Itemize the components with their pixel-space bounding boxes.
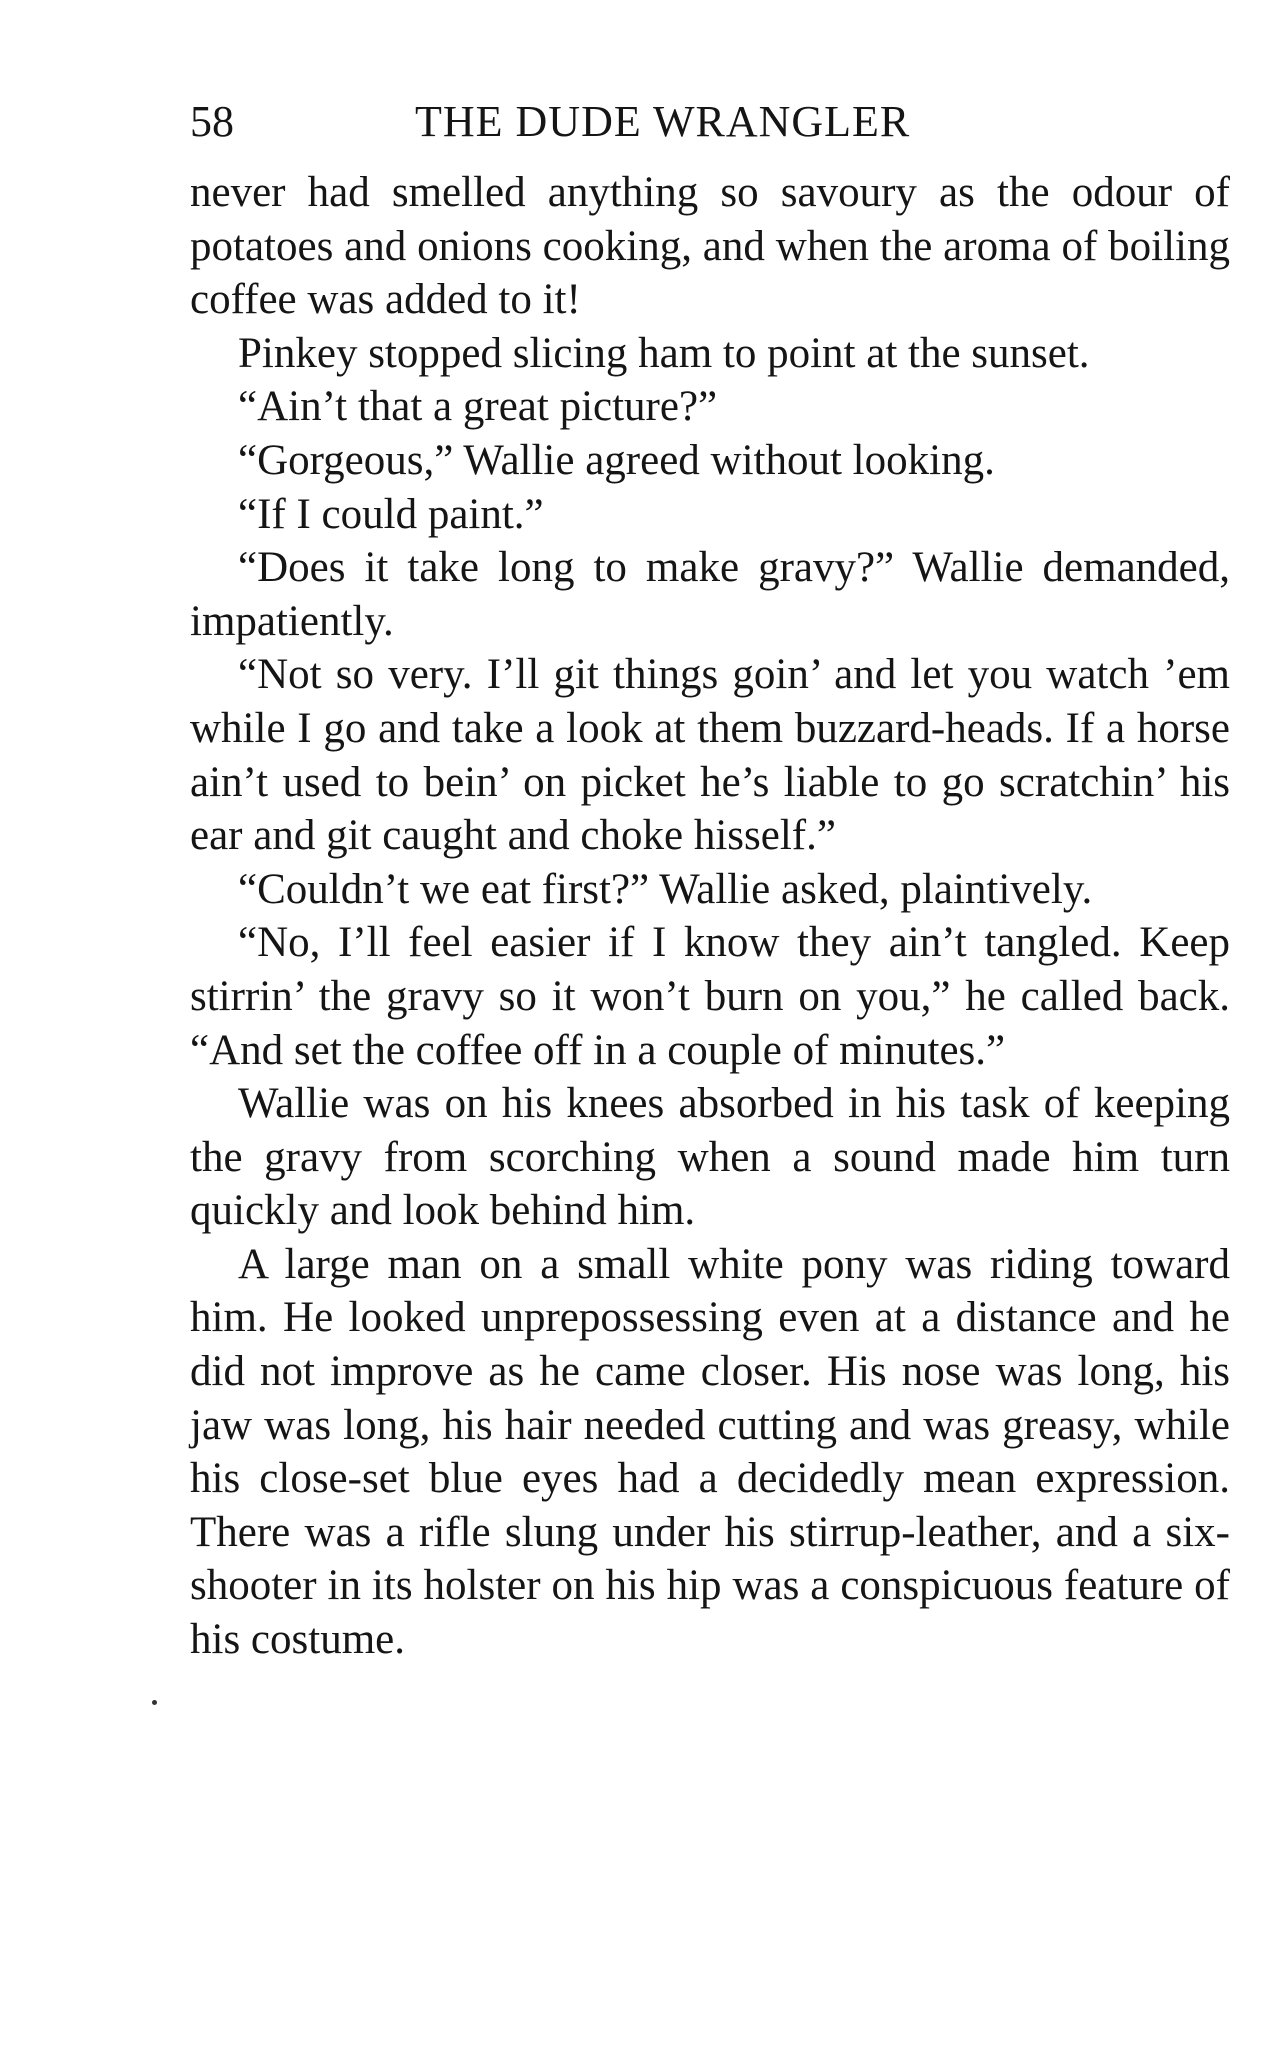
paragraph: “Gorgeous,” Wallie agreed without looking.	[238, 436, 995, 484]
paragraph: never had smelled anything so savoury as the odour of potatoes and onions cooking, and when the aroma of boiling coffee was added to it!	[190, 169, 1230, 324]
paragraph: A large man on a small white pony was riding toward him. He looked unprepossessing even at a distance and he did not improve as he came closer. His nose was long, his jaw was long, his hair needed cutting and was greasy, while his close-set blue eyes had a decidedly mean expression. There was a rifle slung under his stirrup-leather, and a six-shooter in its holster on his hip was a conspicuous feature of his costume.	[190, 1240, 1230, 1664]
margin-speck	[152, 1700, 157, 1705]
page-header	[190, 92, 1090, 152]
page-number: 58	[190, 97, 234, 146]
paragraph: “No, I’ll feel easier if I know they ain’t tangled. Keep stirrin’ the gravy so it won’t burn on you,” he called back. “And set the coffee off in a couple of minutes.”	[190, 919, 1230, 1074]
paragraph: “Does it take long to make gravy?” Wallie demanded, impatiently.	[190, 544, 1230, 645]
paragraph: Pinkey stopped slicing ham to point at the sunset.	[238, 329, 1090, 377]
running-title: THE DUDE WRANGLER	[415, 97, 911, 146]
paragraph: “Ain’t that a great picture?”	[238, 383, 718, 431]
paragraph: “If I could paint.”	[238, 490, 544, 538]
paragraph: “Not so very. I’ll git things goin’ and let you watch ’em while I go and take a look at them buzzard-heads. If a horse ain’t used to bein’ on picket he’s liable to go scratchin’ his ear and git caught and choke hisself.”	[190, 651, 1230, 860]
paragraph: “Couldn’t we eat first?” Wallie asked, plaintively.	[238, 865, 1093, 913]
paragraph: Wallie was on his knees absorbed in his task of keeping the gravy from scorching when a sound made him turn quickly and look behind him.	[190, 1080, 1230, 1235]
body-text	[190, 166, 1230, 1667]
